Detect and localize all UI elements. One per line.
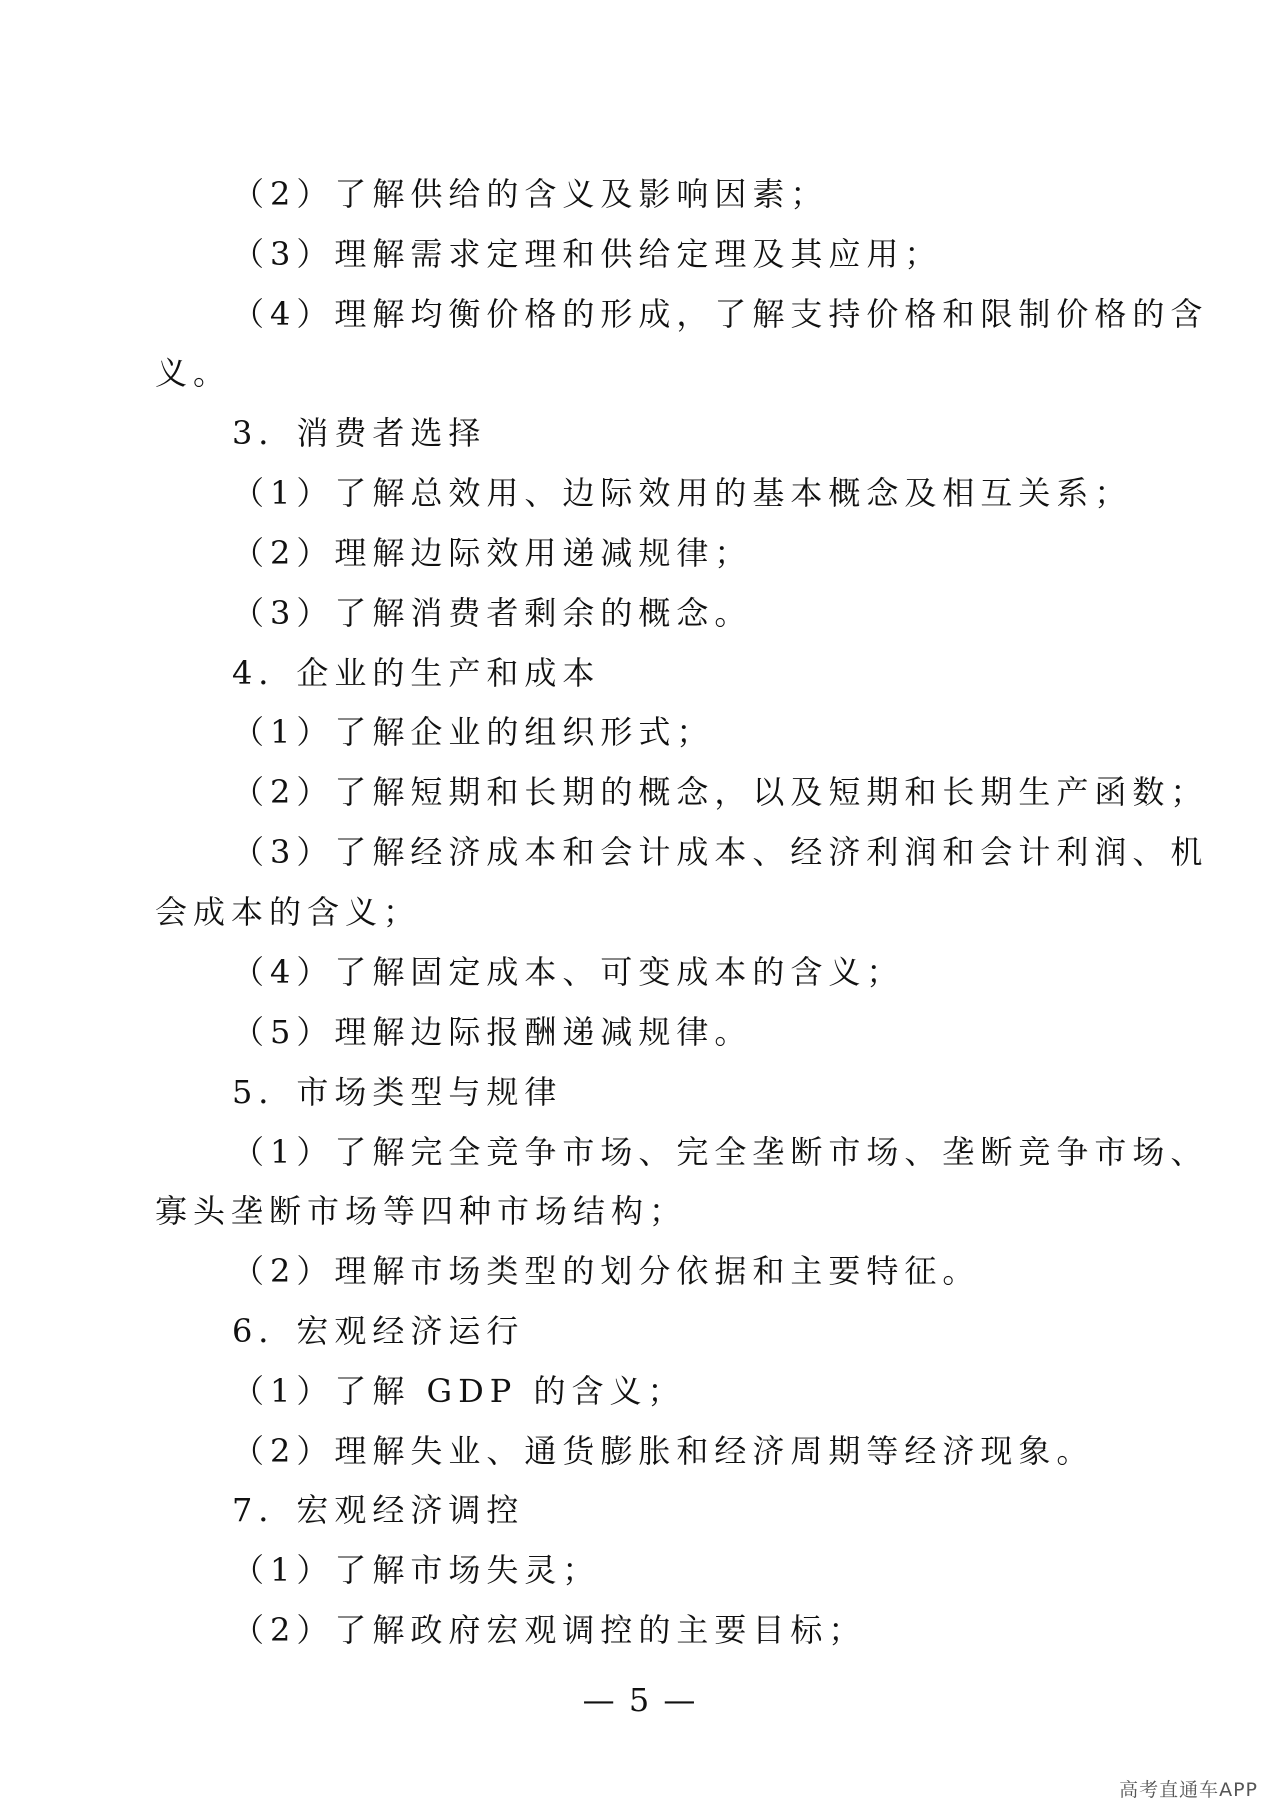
text-line: （2）了解供给的含义及影响因素； (232, 175, 829, 213)
text-line: （1）了解市场失灵； (232, 1551, 601, 1589)
text-line: （3）了解经济成本和会计成本、经济利润和会计利润、机 (232, 833, 1209, 871)
text-line: （2）理解边际效用递减规律； (232, 534, 753, 572)
section-heading: 7．宏观经济调控 (232, 1491, 525, 1529)
text-line: （5）理解边际报酬递减规律。 (232, 1013, 753, 1051)
text-line: 寡头垄断市场等四种市场结构； (155, 1192, 688, 1230)
section-heading: 5．市场类型与规律 (232, 1073, 563, 1111)
page-number: — 5 — (582, 1681, 698, 1719)
text-line: 会成本的含义； (155, 893, 422, 931)
text-line: 义。 (155, 354, 232, 392)
section-heading: 4．企业的生产和成本 (232, 654, 601, 692)
section-heading: 3．消费者选择 (232, 414, 487, 452)
text-line: （1）了解完全竞争市场、完全垄断市场、垄断竞争市场、 (232, 1133, 1209, 1171)
text-line: （2）了解短期和长期的概念，以及短期和长期生产函数； (232, 773, 1209, 811)
text-line: （4）了解固定成本、可变成本的含义； (232, 953, 905, 991)
text-line: （2）了解政府宏观调控的主要目标； (232, 1611, 867, 1649)
text-line: （3）了解消费者剩余的概念。 (232, 594, 753, 632)
text-line: （1）了解企业的组织形式； (232, 713, 715, 751)
text-line: （2）理解失业、通货膨胀和经济周期等经济现象。 (232, 1432, 1095, 1470)
section-heading: 6．宏观经济运行 (232, 1312, 525, 1350)
text-line: （2）理解市场类型的划分依据和主要特征。 (232, 1252, 981, 1290)
text-line: （1）了解 GDP 的含义； (232, 1372, 686, 1410)
text-line: （3）理解需求定理和供给定理及其应用； (232, 235, 943, 273)
text-line: （1）了解总效用、边际效用的基本概念及相互关系； (232, 474, 1133, 512)
text-line: （4）理解均衡价格的形成，了解支持价格和限制价格的含 (232, 295, 1209, 333)
watermark: 高考直通车APP (1119, 1779, 1258, 1801)
